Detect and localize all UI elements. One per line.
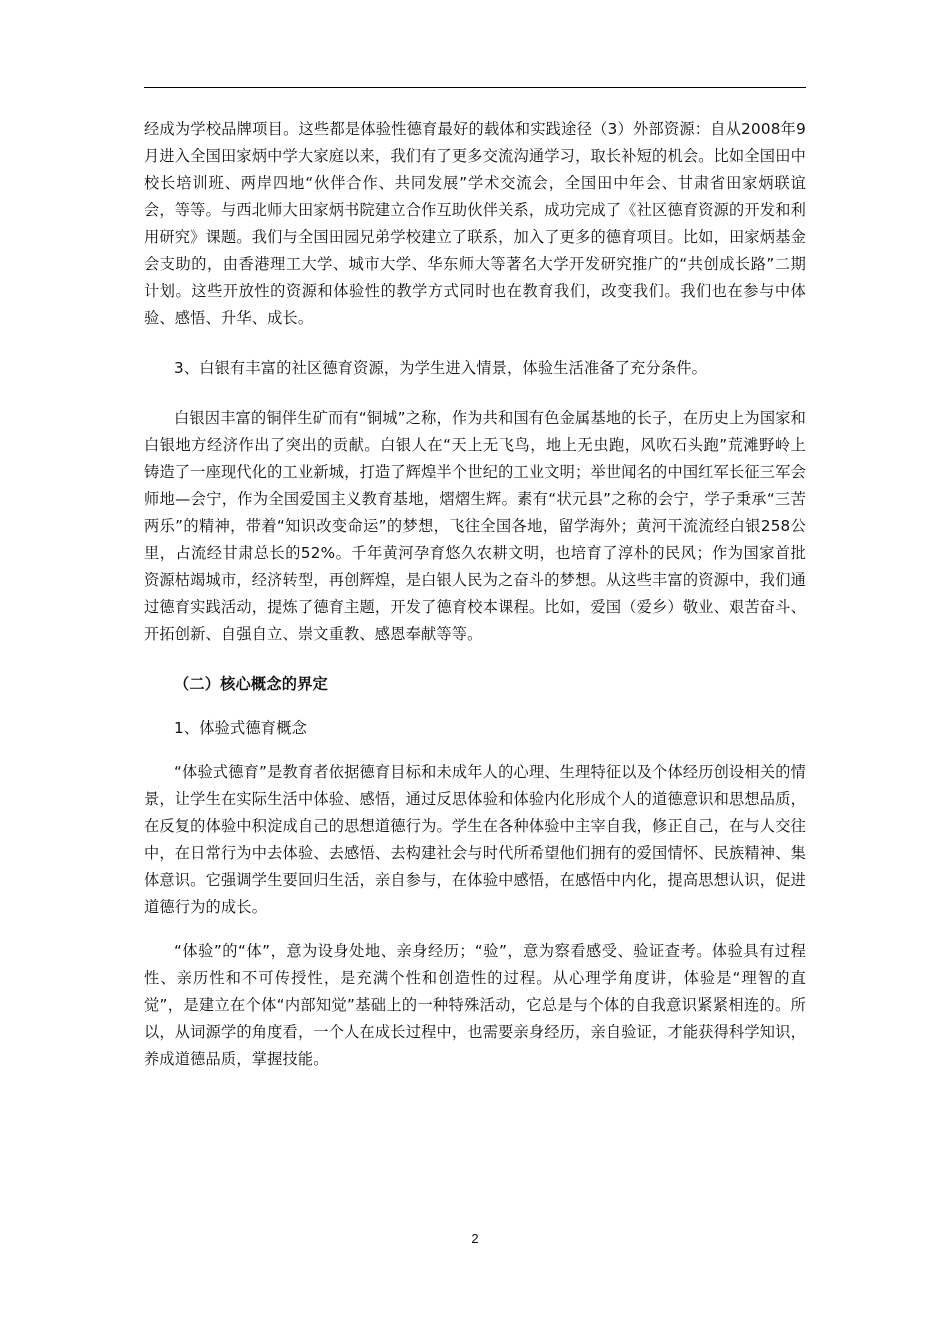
section-heading-core-concepts: （二）核心概念的界定 xyxy=(174,675,328,693)
subsection-heading-experiential-education: 1、体验式德育概念 xyxy=(174,719,307,737)
paragraph-experiential-definition: “体验式德育”是教育者依据德育目标和未成年人的心理、生理特征以及个体经历创设相关的情景，让学生在实际生活中体验、感悟，通过反思体验和体验内化形成个人的道德意识和思想品质，在反复的体验中积淀成自己的思想道德行为。学生在各种体验中主宰自我，修正自己，在与人交往中，在日常行为中去体验、去感悟、去构建社会与时代所希望他们拥有的爱国情怀、民族精神、集体意识。它强调学生要回归生活，亲自参与，在体验中感悟，在感悟中内化，提高思想认识，促进道德行为的成长。 xyxy=(144,763,806,916)
paragraph-community-resources-heading: 3、白银有丰富的社区德育资源，为学生进入情景，体验生活准备了充分条件。 xyxy=(174,359,708,377)
paragraph-external-resources: 经成为学校品牌项目。这些都是体验性德育最好的载体和实践途径（3）外部资源：自从2008年9月进入全国田家炳中学大家庭以来，我们有了更多交流沟通学习，取长补短的机会。比如全国田中校长培训班、两岸四地“伙伴合作、共同发展”学术交流会，全国田中年会、甘肃省田家炳联谊会，等等。与西北师大田家炳书院建立合作互助伙伴关系，成功完成了《社区德育资源的开发和利用研究》课题。我们与全国田园兄弟学校建立了联系，加入了更多的德育项目。比如，田家炳基金会支助的，由香港理工大学、城市大学、华东师大等著名大学开发研究推广的“共创成长路”二期计划。这些开放性的资源和体验性的教学方式同时也在教育我们，改变我们。我们也在参与中体验、感悟、升华、成长。 xyxy=(144,120,806,327)
page-number: 2 xyxy=(471,1231,479,1246)
paragraph-baiyin-description: 白银因丰富的铜伴生矿而有“铜城”之称，作为共和国有色金属基地的长子，在历史上为国家和白银地方经济作出了突出的贡献。白银人在“天上无飞鸟，地上无虫跑，风吹石头跑”荒滩野岭上铸造了一座现代化的工业新城，打造了辉煌半个世纪的工业文明；举世闻名的中国红军长征三军会师地—会宁，作为全国爱国主义教育基地，熠熠生辉。素有“状元县”之称的会宁，学子秉承“三苦两乐”的精神，带着“知识改变命运”的梦想，飞往全国各地，留学海外；黄河干流流经白银258公里，占流经甘肃总长的52%。千年黄河孕育悠久农耕文明，也培育了淳朴的民风；作为国家首批资源枯竭城市，经济转型，再创辉煌，是白银人民为之奋斗的梦想。从这些丰富的资源中，我们通过德育实践活动，提炼了德育主题，开发了德育校本课程。比如，爱国（爱乡）敬业、艰苦奋斗、开拓创新、自强自立、崇文重教、感恩奉献等等。 xyxy=(144,409,806,643)
document-body xyxy=(144,116,806,1073)
header-rule xyxy=(144,87,806,88)
paragraph-experience-etymology: “体验”的“体”，意为设身处地、亲身经历；“验”，意为察看感受、验证查考。体验具有过程性、亲历性和不可传授性，是充满个性和创造性的过程。从心理学角度讲，体验是“理智的直觉”，是建立在个体“内部知觉”基础上的一种特殊活动，它总是与个体的自我意识紧紧相连的。所以，从词源学的角度看，一个人在成长过程中，也需要亲身经历，亲自验证，才能获得科学知识，养成道德品质，掌握技能。 xyxy=(144,942,806,1068)
